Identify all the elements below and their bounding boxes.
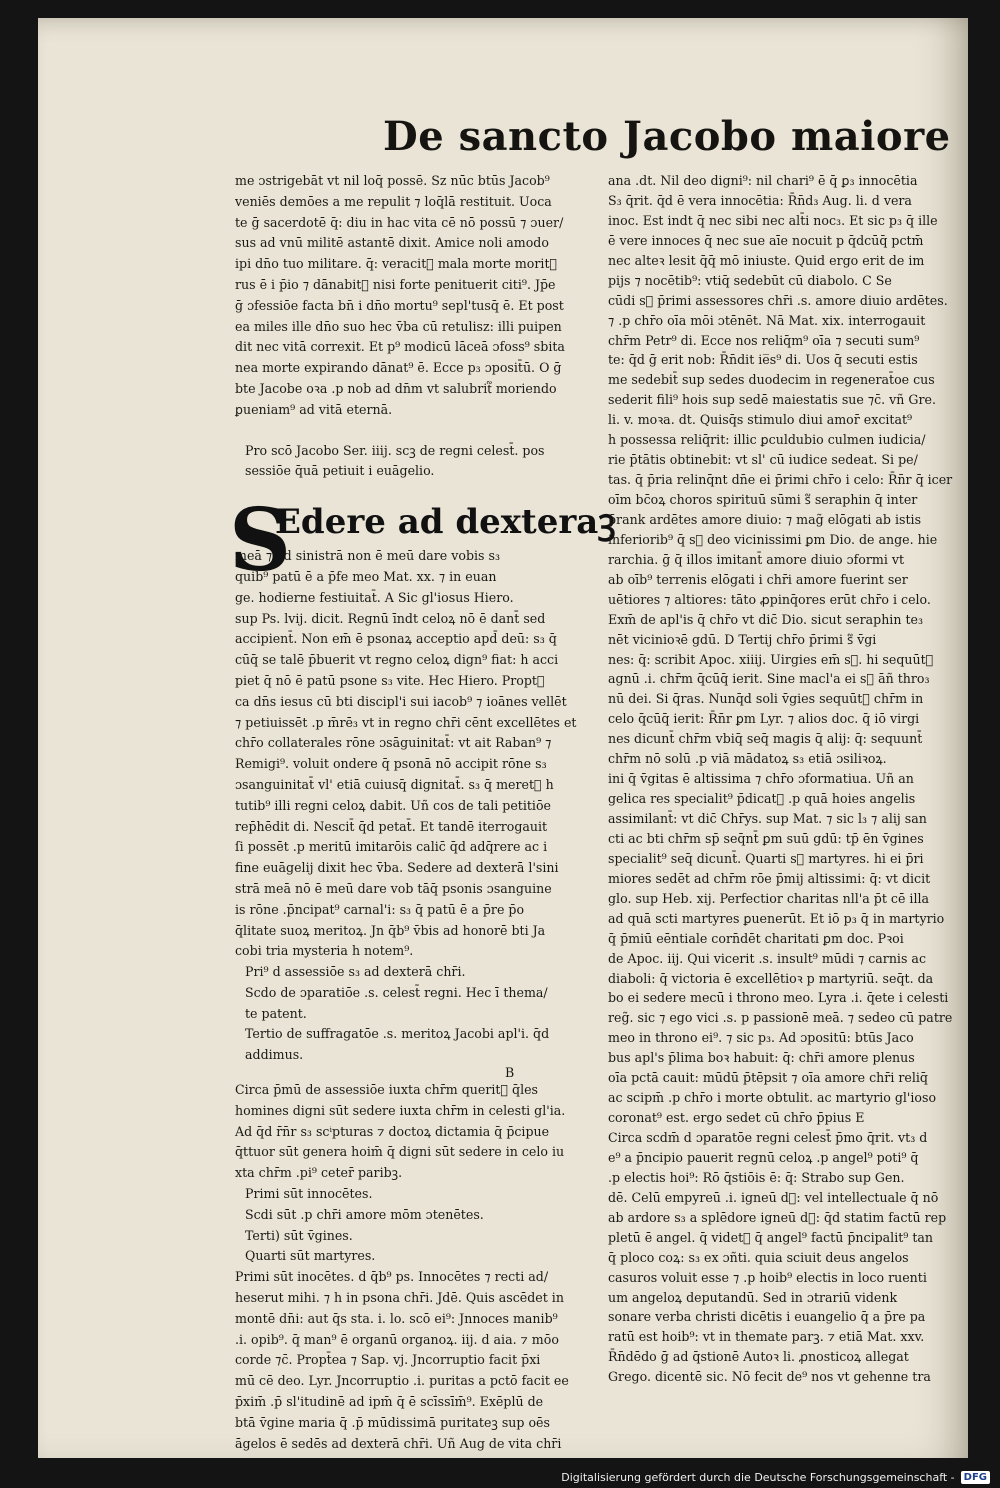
text-line: meā ⁊ ad sinistrā non ē meū dare vobis s₃ — [235, 548, 501, 564]
text-line: heserut mihi. ⁊ h in psona chr̄i. Jdē. Quis ascēdet in — [235, 1290, 564, 1306]
text-line: cūdi s᷑ p̄rimi assessores chr̄i .s. amore diuio ardētes. — [608, 292, 948, 308]
text-line: nes dicunt̄ chr̄m vbiq̄ seq̄ magis q̄ alij: q̄: sequunt̄ — [608, 731, 923, 747]
text-line: quib⁹ patū ē a p̄fe meo Mat. xx. ⁊ in euan — [235, 568, 497, 584]
text-line: .i. opib⁹. q̄ man⁹ ē organū organoꝝ. iij. d aia. ⁊ mōo — [235, 1331, 559, 1347]
text-line: Circa p̄mū de assessiōe iuxta chr̄m querit᷑ q̄les — [235, 1082, 539, 1098]
text-line: nec alteꝛ lesit q̄q̄ mō iniuste. Quid ergo erit de im — [608, 252, 925, 268]
text-line: homines digni sūt sedere iuxta chr̄m in celesti gl'ia. — [235, 1102, 566, 1118]
text-line: sup Ps. lvij. dicit. Regnū īndt celoꝝ nō ē dant̄ sed — [235, 610, 546, 626]
text-line: de Apoc. iij. Qui vicerit .s. insult⁹ mūdi ⁊ carnis ac — [608, 950, 926, 966]
section-marker-b: B — [505, 1065, 515, 1081]
text-line: ea miles ille dn̄o suo hec v̄ba cū retulisz: illi puipen — [235, 318, 562, 334]
text-line: coronat⁹ est. ergo sedet cū chr̄o p̄pius E — [608, 1110, 865, 1126]
text-line: S₃ q̄rit. q̄d ē vera innocētia: R̄n̄d₃ Aug. li. d vera — [608, 192, 912, 208]
text-line: ratū est hoib⁹: vt in themate parꝫ. ⁊ etiā Mat. xxv. — [608, 1329, 925, 1345]
text-line: ca dn̄s iesus cū bti discipl'i sui iacob⁹ ⁊ ioānes vellēt — [235, 693, 567, 709]
text-line: nū dei. Si q̄ras. Nunq̄d soli v̄gies sequūt᷑ chr̄m in — [608, 691, 924, 707]
text-line: q̄ ploco coꝝ: s₃ ex ɔñti. quia sciuit deus angelos — [608, 1249, 909, 1265]
text-line: Quarti sūt martyres. — [245, 1248, 376, 1264]
text-line: piet q̄ nō ē patū psone s₃ vite. Hec Hiero. Propt᷑ — [235, 672, 545, 688]
text-line: chr̄m nō solū .p viā mādatoꝝ s₃ etiā ɔsiliꝛoꝝ. — [608, 751, 887, 767]
text-line: h possessa reliq̄rit: illic ꝑculdubio culmen iudicia/ — [608, 432, 926, 448]
text-line: mū cē deo. Lyr. Jncorruptio .i. puritas a pctō facit ee — [235, 1373, 569, 1389]
text-line: Scdi sūt .p chr̄i amore mōm ɔtenētes. — [245, 1206, 484, 1222]
text-line: inoc. Est indt q̄ nec sibi nec alt̄i noc₃. Et sic p₃ q̄ ille — [608, 212, 938, 228]
text-line: dit nec vitā correxit. Et p⁹ modicū lāceā ɔfoss⁹ sbita — [235, 339, 565, 355]
text-line: inferiorib⁹ q̄ s᷑ deo vicinissimi ꝑm Dio. de ange. hie — [608, 531, 938, 547]
text-line: q̄ p̄miū eēntiale corn̄dēt charitati ꝑm doc. Pꝛoi — [608, 930, 904, 946]
text-line: sus ad vnū militē astantē dixit. Amice noli amodo — [235, 235, 549, 251]
text-line: ipi dn̄o tuo militare. q̄: veracit᷑ mala morte morit᷑ — [235, 256, 558, 272]
text-line: ḡ ɔfessiōe facta bn̄ i dn̄o mortu⁹ sepl'tusq̄ ē. Et post — [235, 297, 564, 313]
text-line: .p electis hoi⁹: Rō q̄stiōis ē: q̄: Strabo sup Gen. — [608, 1169, 905, 1185]
text-line: sederit fili⁹ hois sup sedē maiestatis sue ⁊c̄. vñ Gre. — [608, 392, 936, 408]
text-line: Pro scō Jacobo Ser. iiij. scꝫ de regni celest̄. pos — [245, 442, 545, 458]
text-line: Tertio de suffragatōe .s. meritoꝝ Jacobi apl'i. q̄d — [245, 1026, 550, 1042]
left-top-text — [235, 171, 597, 421]
text-line: corde ⁊c̄. Propt̄ea ⁊ Sap. vj. Jncorruptio facit p̄xi — [235, 1352, 541, 1368]
text-line: specialit⁹ seq̄ dicunt̄. Quarti s᷑ martyres. hi ei p̄ri — [608, 850, 924, 866]
text-line: ab oīb⁹ terrenis elōgati i chr̄i amore fuerint ser — [608, 571, 908, 587]
text-line: casuros voluit esse ⁊ .p hoib⁹ electis in loco ruenti — [608, 1269, 927, 1285]
text-line: nea morte expirando dānat⁹ ē. Ecce p₃ ɔposit̄ū. O ḡ — [235, 360, 562, 376]
text-line: gelica res specialit⁹ p̄dicat᷑ .p quā hoies angelis — [608, 791, 916, 807]
text-line: p̄xim̄ .p̄ sl'itudinē ad ipm̄ q̄ ē scīssīm̄⁹. Exēplū de — [235, 1394, 544, 1410]
text-line: sonare verba christi dicētis i euangelio q̄ a p̄re pa — [608, 1309, 926, 1325]
text-line: q̄litate suoꝝ meritoꝝ. Jn q̄b⁹ v̄bis ad honorē bti Ja — [235, 922, 546, 938]
text-line: Exm̄ de apl'is q̄ chr̄o vt dic̄ Dio. sicut seraphin te₃ — [608, 611, 924, 627]
text-line: rus ē i p̄io ⁊ dānabit᷑ nisi forte penituerit citi⁹. Jp̄e — [235, 276, 556, 292]
dfg-logo-icon: DFG — [961, 1471, 990, 1484]
left-end-text — [235, 1080, 597, 1184]
text-line: xta chr̄m .pi⁹ ceter̄ paribꝫ. — [235, 1165, 403, 1181]
text-line: ꝑueniam⁹ ad vitā eternā. — [235, 401, 393, 417]
text-line: ab ardore s₃ a splēdore igneū d᷑: q̄d statim factū rep — [608, 1209, 947, 1225]
text-line: uētiores ⁊ altiores: tāto ꝓpinq̄ores erūt chr̄o i celo. — [608, 591, 931, 607]
text-line: tutib⁹ illi regni celoꝝ dabit. Uñ cos de tali petitiōe — [235, 797, 551, 813]
text-line: Ad q̄d r̄n̄r s₃ scⁱpturas ⁊ doctoꝝ dictamia q̄ p̄cipue — [235, 1123, 550, 1139]
text-line: agnū .i. chr̄m q̄cūq̄ ierit. Sine macl'a ei s᷑ āñ thro₃ — [608, 671, 930, 687]
text-line: Primi sūt innocētes. — [245, 1186, 373, 1202]
text-line: veniēs demōes a me repulit ⁊ loq̄lā restituit. Uoca — [235, 193, 552, 209]
text-line: diaboli: q̄ victoria ē excellētioꝛ p martyriū. seq̄t. da — [608, 970, 934, 986]
text-line: bo ei sedere mecū i throno meo. Lyra .i. q̄ete i celesti — [608, 990, 949, 1006]
text-line: cobi tria mysteria h notem⁹. — [235, 943, 414, 959]
footer-text: Digitalisierung gefördert durch die Deutsche Forschungsgemeinschaft - — [561, 1471, 955, 1484]
text-line: Scdo de ɔparatiōe .s. celest̄ regni. Hec ī thema/ — [245, 984, 548, 1000]
text-line: R̄n̄dēdo ḡ ad q̄stionē Autoꝛ li. ꝓnosticoꝝ allegat — [608, 1349, 909, 1365]
text-line: oīm bc̄oꝝ choros spirituū sūmi s᷑ seraphin q̄ inter — [608, 492, 918, 507]
text-line: q̄ttuor sūt genera hoim̄ q̄ digni sūt sedere in celo iu — [235, 1144, 565, 1160]
book-page — [38, 18, 968, 1458]
text-line: ſi possēt .p meritū imitarōis calic̄ q̄d adq̄rere ac i — [235, 839, 548, 855]
right-text — [608, 171, 976, 1387]
text-line: Terti) sūt v̄gines. — [245, 1227, 353, 1243]
sermon-intro — [235, 441, 597, 483]
text-line: oīa pctā cauit: mūdū p̄tēpsit ⁊ oīa amore chr̄i reliq̄ — [608, 1070, 928, 1086]
text-line: rie p̄tātis obtinebit: vt sl' cū iudice sedeat. Si pe/ — [608, 452, 918, 468]
list-items — [235, 1184, 597, 1267]
text-line: me ɔstrigebāt vt nil loq̄ possē. Sz nūc btūs Jacob⁹ — [235, 173, 550, 188]
text-line: assimilant̄: vt dic̄ Chr̄ys. sup Mat. ⁊ sic l₃ ⁊ alij san — [608, 811, 927, 826]
left-column — [229, 171, 616, 1451]
text-line: e⁹ a p̄ncipio pauerit regnū celoꝝ .p angel⁹ poti⁹ q̄ — [608, 1149, 919, 1165]
text-line: btā v̄gine maria q̄ .p̄ mūdissimā puritateꝫ sup oēs — [235, 1414, 550, 1430]
text-line: Remigi⁹. voluit ondere q̄ psonā nō accipit rōne s₃ — [235, 756, 547, 772]
text-line: cti ac bti chr̄m sp̄ seq̄nt̄ ꝑm suū gdū: tp̄ ēn v̄gines — [608, 830, 924, 846]
left-tail-text — [235, 1267, 597, 1454]
page-header: De sancto Jacobo maiore — [383, 113, 951, 160]
text-line: bus apl's p̄lima boꝛ habuit: q̄: chr̄i amore plenus — [608, 1050, 915, 1066]
text-line: Grego. dicentē sic. Nō fecit de⁹ nos vt gehenne tra — [608, 1369, 931, 1385]
text-line: te ḡ sacerdotē q̄: diu in hac vita cē nō possū ⁊ ɔuer/ — [235, 214, 564, 230]
text-line: fine euāgelij dixit hec v̄ba. Sedere ad dexterā l'sini — [235, 860, 559, 876]
text-line: strā meā nō ē meū dare vob tāq̄ psonis ɔsanguine — [235, 880, 552, 896]
text-line: um angeloꝝ deputandū. Sed in ɔtrariū videnk — [608, 1289, 898, 1305]
text-line: tas. q̄ p̄ria relinq̄nt dn̄e ei p̄rimi chr̄o i celo: R̄n̄r q̄ icer — [608, 472, 953, 488]
text-line: Circa scdm̄ d ɔparatōe regni celest̄ p̄mo q̄rit. vt₃ d — [608, 1130, 928, 1145]
right-column — [608, 171, 976, 1385]
text-line: li. v. moꝛa. dt. Quisq̄s stimulo diui amor̄ excitat⁹ — [608, 412, 913, 428]
left-body-text — [235, 546, 597, 962]
text-line: rep̄hēdit di. Nescit̄ q̄d petat̄. Et tandē iterrogauit — [235, 818, 548, 834]
enumeration-list — [235, 962, 597, 1066]
text-line: ini q̄ v̄gitas ē altissima ⁊ chr̄o ɔformatiua. Uñ an — [608, 771, 914, 787]
text-line: is rōne .p̄ncipat⁹ carnal'i: s₃ q̄ patū ē a p̄re p̄o — [235, 901, 525, 917]
text-line: ge. hodierne festiuitat̄. A Sic gl'iosus Hiero. — [235, 589, 514, 605]
text-line: ana .dt. Nil deo digni⁹: nil chari⁹ ē q̄ ꝑ₃ innocētia — [608, 173, 918, 188]
text-line: glo. sup Heb. xij. Perfectior charitas nll'a p̄t cē illa — [608, 890, 930, 906]
text-line: nēt vicinioꝛē gdū. D Tertij chr̄o p̄rimi s᷑ v̄gi — [608, 631, 877, 647]
text-line: pletū ē angel. q̄ videt᷑ q̄ angel⁹ factū p̄ncipalit⁹ tan — [608, 1229, 934, 1245]
text-line: miores sedēt ad chr̄m rōe p̄mij altissimi: q̄: vt dicit — [608, 870, 931, 886]
text-line: Pri⁹ d assessiōe s₃ ad dexterā chr̄i. — [245, 964, 466, 980]
text-line: rarchia. ḡ q̄ illos imitant̄ amore diuio ɔformi vt — [608, 551, 905, 567]
text-line: montē dn̄i: aut q̄s sta. i. lo. scō ei⁹: Jnnoces manib⁹ — [235, 1310, 558, 1326]
text-line: Primi sūt inocētes. d q̄b⁹ ps. Innocētes ⁊ recti ad/ — [235, 1269, 549, 1285]
text-line: accipient̄. Non em̄ ē psonaꝝ acceptio apd̄ deū: s₃ q̄ — [235, 631, 557, 647]
text-line: dē. Celū empyreū .i. igneū d᷑: vel intellectuale q̄ nō — [608, 1189, 939, 1205]
text-line: celo q̄cūq̄ ierit: R̄n̄r ꝑm Lyr. ⁊ alios doc. q̄ iō virgi — [608, 711, 920, 727]
text-line: ⁊ .p chr̄o oīa mōi ɔtēnēt. Nā Mat. xix. interrogauit — [608, 312, 926, 328]
text-line: āgelos ē sedēs ad dexterā chr̄i. Uñ Aug de vita chr̄i — [235, 1435, 562, 1451]
incipit-title: Edere ad dexteraꝫ — [275, 502, 616, 543]
text-line: meo in throno ei⁹. ⁊ sic p₃. Ad ɔpositū: btūs Jaco — [608, 1030, 914, 1046]
text-line: nes: q̄: scribit Apoc. xiiij. Uirgies em̄ s᷑. hi sequūt᷑ — [608, 651, 934, 667]
text-line: chr̄m Petr⁹ di. Ecce nos reliq̄m⁹ oīa ⁊ secuti sum⁹ — [608, 332, 920, 348]
text-line: ⁊ petiuissēt .p m̄rē₃ vt in regno chr̄i cēnt excellētes et — [235, 714, 577, 730]
text-line: bte Jacobe oꝛa .p nob ad dn̄m vt salubrit᷑ moriendo — [235, 380, 557, 396]
text-line: chr̄o collaterales rōne ɔsāguinitat̄: vt ait Raban⁹ ⁊ — [235, 735, 552, 751]
text-line: sessiōe q̄uā petiuit i euāgelio. — [245, 463, 435, 479]
text-line: ac scipm̄ .p chr̄o i morte obtulit. ac martyrio gl'ioso — [608, 1090, 937, 1106]
text-line: ē vere innoces q̄ nec sue aīe nocuit p q̄dcūq̄ pctm̄ — [608, 232, 924, 248]
text-line: me sedebit̄ sup sedes duodecim in regenerat̄oe cus — [608, 372, 935, 388]
text-line: te: q̄d ḡ erit nob: R̄n̄dit ie̅s⁹ di. Uos q̄ secuti estis — [608, 352, 918, 368]
text-line: addimus. — [245, 1047, 304, 1063]
text-line: p̄rank ardētes amore diuio: ⁊ mag̃ elōgati ab istis — [608, 511, 922, 527]
drop-cap-initial: S — [229, 490, 292, 592]
footer — [561, 1471, 990, 1484]
text-line: reg̃. sic ⁊ ego vici .s. p passionē meā. ⁊ sedeo cū patre — [608, 1010, 953, 1026]
text-line: ad quā scti martyres ꝑuenerūt. Et iō p₃ q̄ in martyrio — [608, 910, 945, 926]
text-line: te patent. — [245, 1005, 307, 1021]
text-line: ɔsanguinitat̄ vl' etiā cuiusq̄ dignitat̄. s₃ q̄ meret᷑ h — [235, 776, 554, 792]
text-line: cūq̄ se talē p̄buerit vt regno celoꝝ dign⁹ fiat: h acci — [235, 652, 559, 668]
text-line: pijs ⁊ nocētib⁹: vtiq̄ sedebūt cū diabolo. C Se — [608, 272, 892, 288]
